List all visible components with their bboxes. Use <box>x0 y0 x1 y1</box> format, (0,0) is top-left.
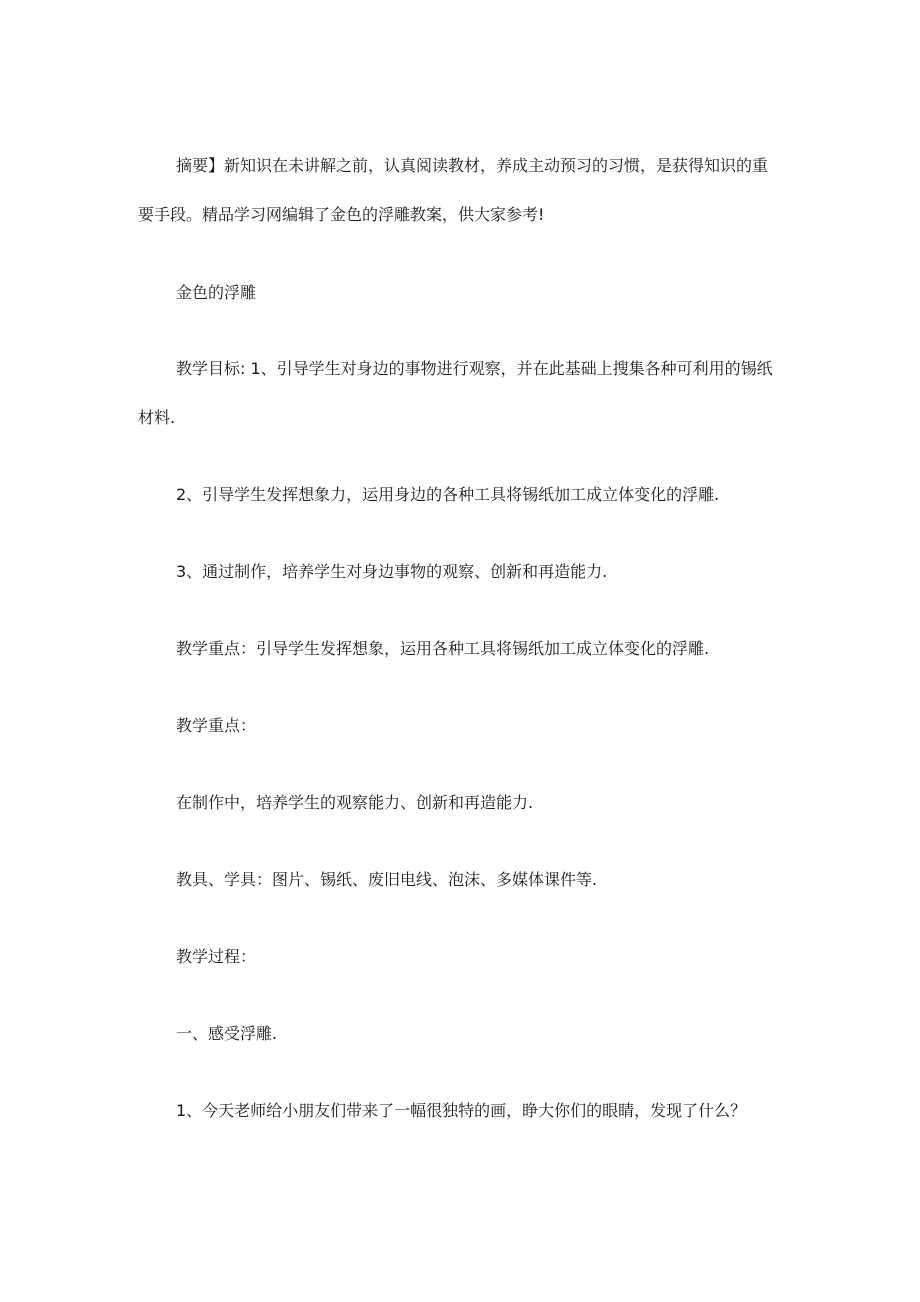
process-heading: 教学过程： <box>176 947 257 966</box>
step-1-text: 1、今天老师给小朋友们带来了一幅很独特的画，睁大你们的眼睛，发现了什么？ <box>176 1101 747 1120</box>
abstract-line-2: 要手段。精品学习网编辑了金色的浮雕教案，供大家参考! <box>138 205 545 224</box>
goal-3-text: 3、通过制作，培养学生对身边事物的观察、创新和再造能力. <box>176 562 608 581</box>
key-point-2-heading: 教学重点： <box>176 716 257 735</box>
goal-2-text: 2、引导学生发挥想象力，运用身边的各种工具将锡纸加工成立体变化的浮雕. <box>176 485 720 504</box>
goal-1-line-2: 材料. <box>138 408 176 427</box>
key-point-text: 教学重点：引导学生发挥想象，运用各种工具将锡纸加工成立体变化的浮雕. <box>176 639 710 658</box>
document-title: 金色的浮雕 <box>176 283 257 302</box>
goal-1-line-1: 教学目标: 1、引导学生对身边的事物进行观察，并在此基础上搜集各种可利用的锡纸 <box>176 359 773 378</box>
section-1-heading: 一、感受浮雕. <box>176 1024 278 1043</box>
abstract-line-1: 摘要】新知识在未讲解之前，认真阅读教材，养成主动预习的习惯，是获得知识的重 <box>176 156 769 175</box>
key-point-2-text: 在制作中，培养学生的观察能力、创新和再造能力. <box>176 793 534 812</box>
tools-text: 教具、学具：图片、锡纸、废旧电线、泡沫、多媒体课件等. <box>176 870 598 889</box>
